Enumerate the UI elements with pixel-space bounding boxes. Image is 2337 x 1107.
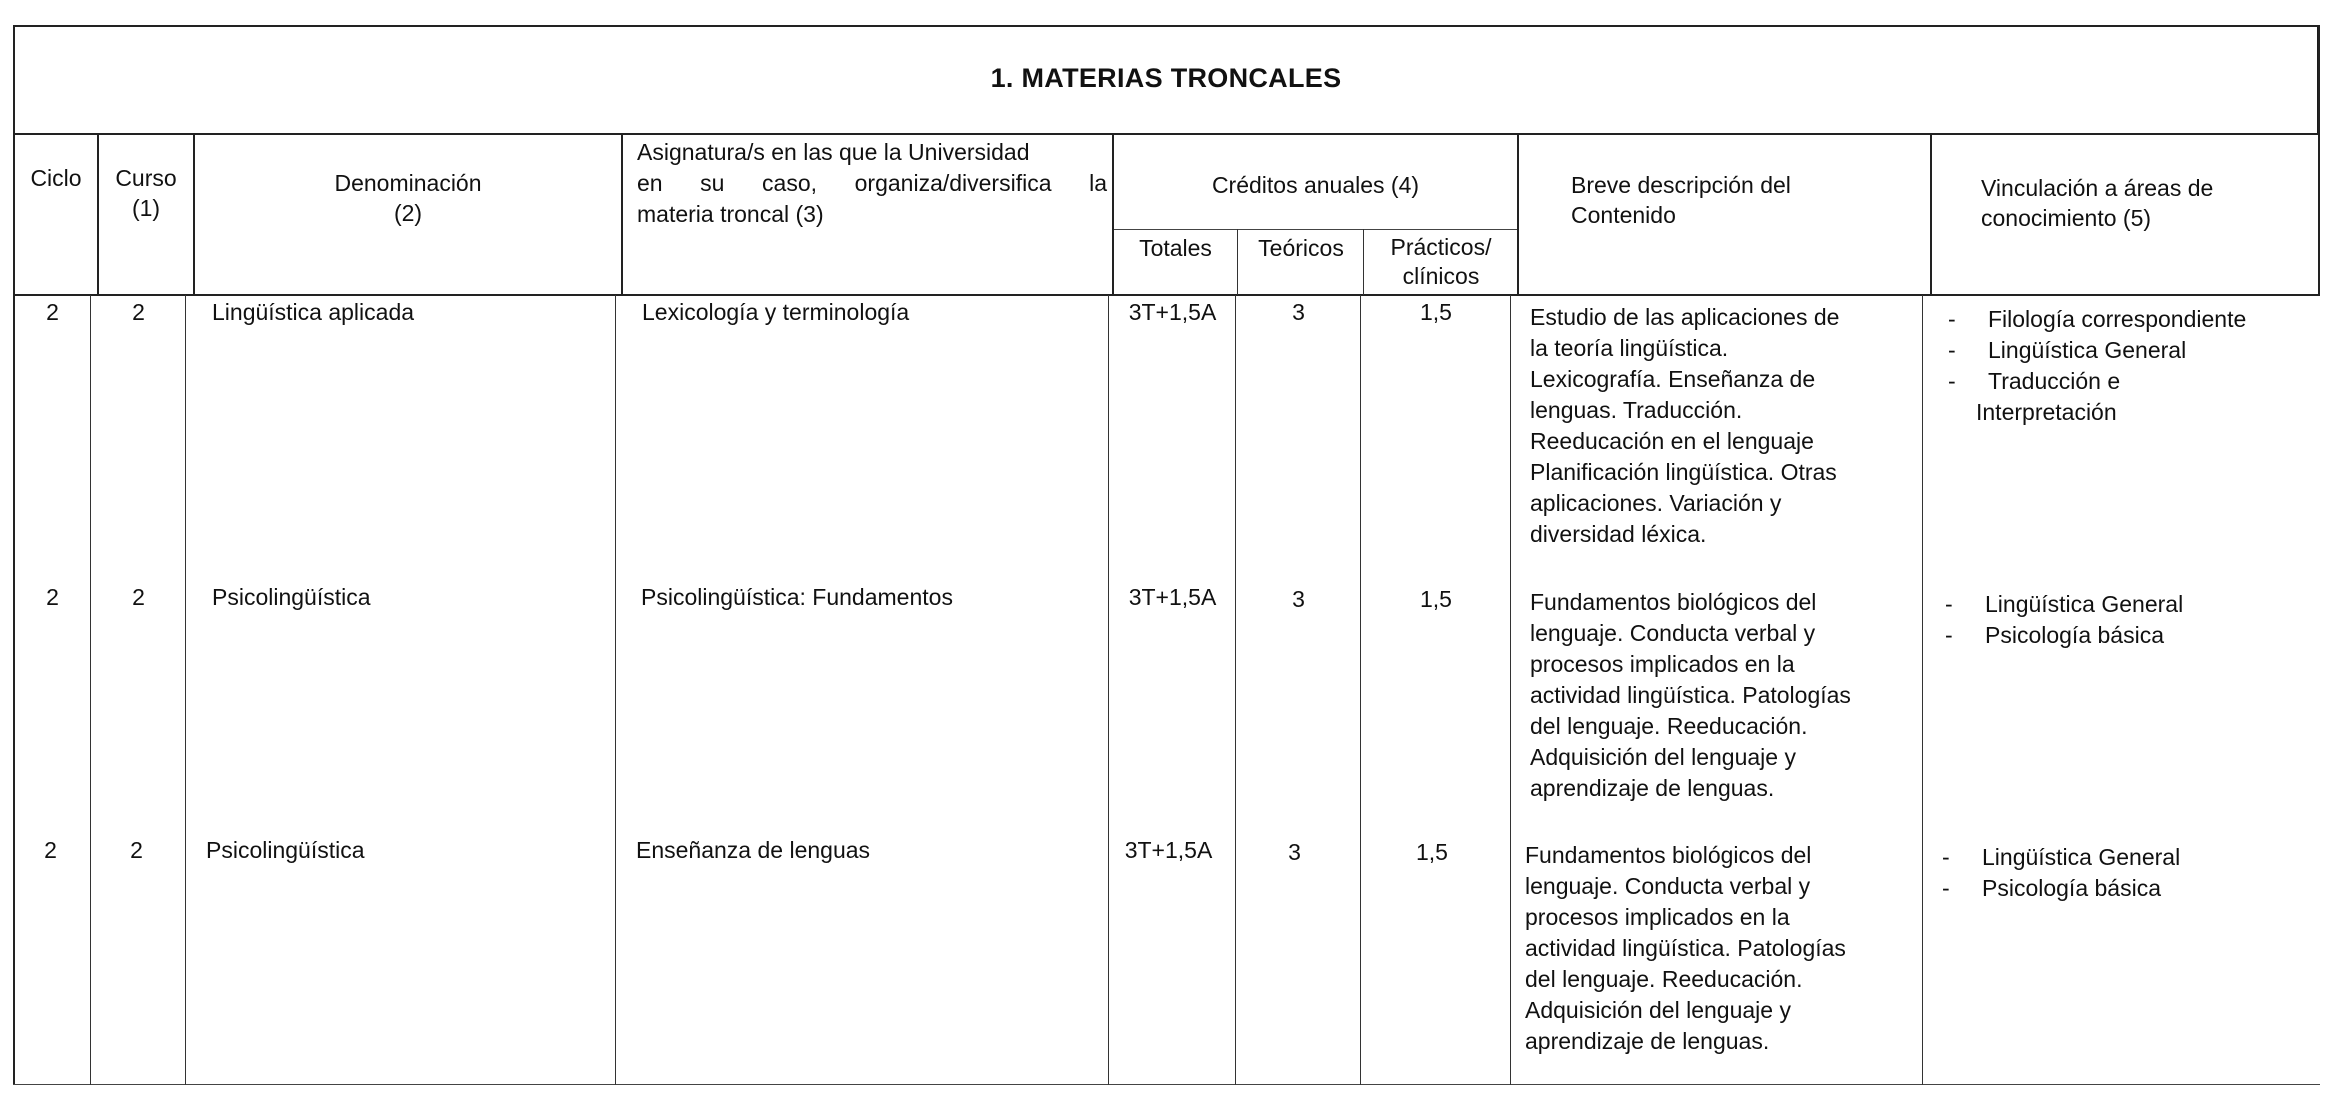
row3-descripcion: Fundamentos biológicos del lenguaje. Conducta verbal y procesos implicados en la actividad lingüística. Patologías del lenguaje. Reeducación. Adquisición del lenguaje y aprendizaje de lenguas.: [1525, 842, 1846, 1054]
col-sep-teoricos-body: [1360, 295, 1361, 1085]
col-sep-totales-body: [1235, 295, 1236, 1085]
row3-areas: [1934, 842, 2180, 904]
row2-totales: 3T+1,5A: [1128, 584, 1217, 610]
area-item-continued: Interpretación: [1976, 399, 2117, 425]
row1-totales: 3T+1,5A: [1128, 299, 1217, 325]
col-sep-denominacion-body: [615, 295, 616, 1085]
header-creditos: Créditos anuales (4): [1211, 172, 1420, 198]
col-sep-descripcion: [1930, 133, 1932, 295]
row3-totales: 3T+1,5A: [1124, 837, 1213, 863]
creditos-subheader-line: [1112, 229, 1517, 230]
header-asignatura: Asignatura/s en las que la Universidad en su caso, organiza/diversifica la materia troncal (3): [637, 139, 1107, 227]
col-sep-creditos: [1517, 133, 1519, 295]
table-border-top: [13, 25, 2320, 27]
header-teoricos: Teóricos: [1258, 235, 1344, 261]
row3-curso: 2: [130, 837, 143, 863]
col-sep-descripcion-body: [1922, 295, 1923, 1085]
row1-curso: 2: [132, 299, 145, 325]
area-item: - Lingüística General: [1948, 337, 2187, 363]
table-border-bottom: [13, 1084, 2320, 1085]
row2-areas: [1937, 589, 2183, 651]
header-separator-bottom: [13, 294, 2320, 296]
row1-asignatura: Lexicología y terminología: [642, 299, 910, 325]
col-sep-ciclo-body: [90, 295, 91, 1085]
row3-asignatura: Enseñanza de lenguas: [636, 837, 871, 863]
header-practicos: Prácticos/ clínicos: [1390, 234, 1492, 289]
col-sep-teoricos: [1363, 229, 1364, 295]
area-item: - Lingüística General: [1945, 591, 2184, 617]
row3-teoricos: 3: [1288, 839, 1301, 865]
header-separator-top: [13, 133, 2320, 135]
row2-asignatura: Psicolingüística: Fundamentos: [641, 584, 953, 610]
row1-denominacion: Lingüística aplicada: [212, 299, 415, 325]
col-sep-creditos-body: [1510, 295, 1511, 1085]
area-item: - Psicología básica: [1942, 875, 2161, 901]
col-sep-denominacion: [621, 133, 623, 295]
header-totales: Totales: [1139, 235, 1212, 261]
row2-denominacion: Psicolingüística: [212, 584, 371, 610]
table-border-right: [2318, 25, 2320, 295]
header-vinculacion: Vinculación a áreas de conocimiento (5): [1981, 175, 2214, 231]
header-descripcion: Breve descripción del Contenido: [1571, 172, 1791, 228]
row1-areas: [1940, 304, 2246, 428]
col-sep-curso-body: [185, 295, 186, 1085]
section-title: 1. MATERIAS TRONCALES: [990, 62, 1342, 93]
header-ciclo: Ciclo: [30, 165, 82, 191]
row1-teoricos: 3: [1292, 299, 1305, 325]
header-denominacion: Denominación (2): [334, 170, 482, 226]
row1-ciclo: 2: [46, 299, 59, 325]
row2-practicos: 1,5: [1420, 586, 1452, 612]
row3-ciclo: 2: [44, 837, 57, 863]
area-item: - Filología correspondiente: [1948, 306, 2247, 332]
row2-ciclo: 2: [46, 584, 59, 610]
area-item: - Lingüística General: [1942, 844, 2181, 870]
row3-practicos: 1,5: [1416, 839, 1448, 865]
row2-descripcion: Fundamentos biológicos del lenguaje. Conducta verbal y procesos implicados en la actividad lingüística. Patologías del lenguaje. Reeducación. Adquisición del lenguaje y aprendizaje de lenguas.: [1530, 589, 1851, 801]
col-sep-asignatura: [1112, 133, 1114, 295]
col-sep-asignatura-body: [1108, 295, 1109, 1085]
col-sep-totales: [1237, 229, 1238, 295]
row3-denominacion: Psicolingüística: [206, 837, 365, 863]
area-item: - Traducción e: [1948, 368, 2121, 394]
header-curso: Curso (1): [115, 165, 177, 221]
area-item: - Psicología básica: [1945, 622, 2164, 648]
row2-teoricos: 3: [1292, 586, 1305, 612]
row2-curso: 2: [132, 584, 145, 610]
row1-descripcion: Estudio de las aplicaciones de la teoría lingüística. Lexicografía. Enseñanza de lenguas. Traducción. Reeducación en el lenguaje Planificación lingüística. Otras aplicaciones. Variación y diversidad léxica.: [1530, 304, 1840, 547]
row1-practicos: 1,5: [1420, 299, 1452, 325]
